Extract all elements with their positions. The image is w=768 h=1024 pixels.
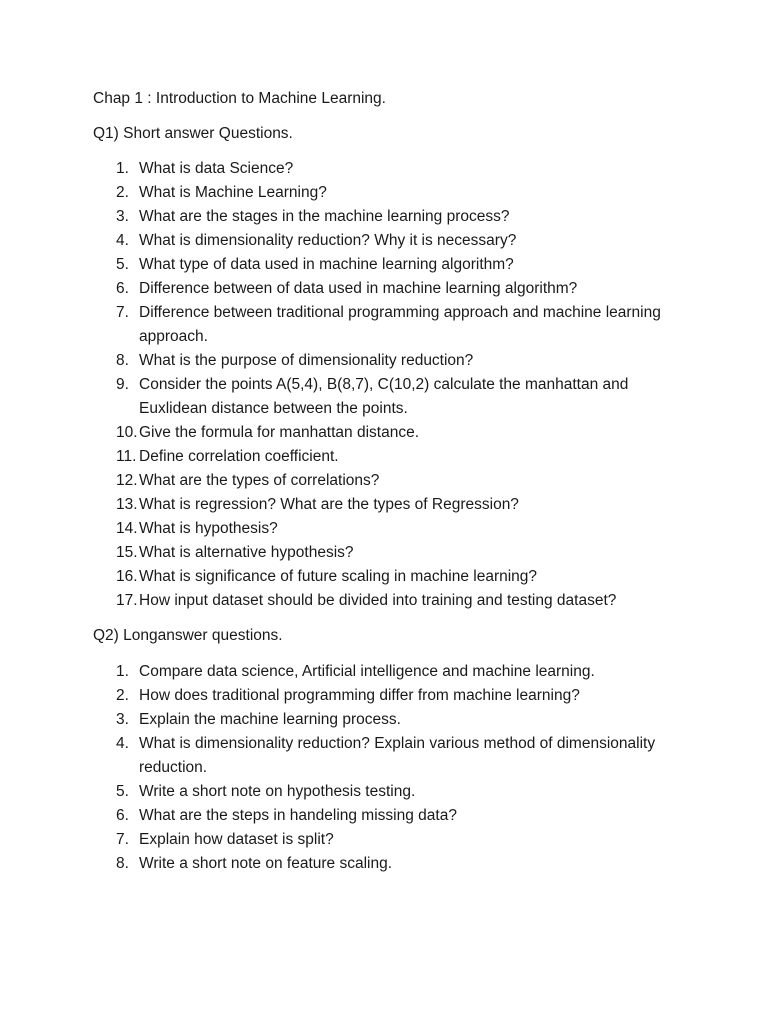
question-number: 13.	[116, 496, 138, 513]
question-text: Write a short note on feature scaling.	[139, 855, 393, 872]
question-number: 9.	[116, 376, 129, 393]
question-number: 3.	[116, 711, 129, 728]
question-text: Define correlation coefficient.	[139, 448, 339, 465]
question-text: Explain the machine learning process.	[139, 711, 401, 728]
question-item	[0, 660, 679, 684]
question-item	[0, 253, 679, 277]
question-number: 3.	[116, 208, 129, 225]
question-item	[0, 277, 679, 301]
question-number: 5.	[116, 256, 129, 273]
question-item	[0, 421, 679, 445]
question-item	[0, 373, 679, 421]
question-text: How does traditional programming differ from machine learning?	[139, 687, 580, 704]
short-answer-question-list	[0, 157, 768, 613]
long-answer-question-list	[0, 660, 768, 876]
question-text: Write a short note on hypothesis testing.	[139, 783, 416, 800]
question-item	[0, 780, 679, 804]
question-number: 15.	[116, 544, 138, 561]
question-text: Difference between of data used in machine learning algorithm?	[139, 280, 578, 297]
question-number: 2.	[116, 184, 129, 201]
question-item	[0, 804, 679, 828]
question-text: What is significance of future scaling in machine learning?	[139, 568, 538, 585]
question-text: What are the steps in handeling missing data?	[139, 807, 457, 824]
section-heading-long-answer: Q2) Longanswer questions.	[93, 627, 283, 644]
question-item	[0, 445, 679, 469]
question-item	[0, 469, 679, 493]
question-number: 7.	[116, 304, 129, 321]
question-item	[0, 517, 679, 541]
question-number: 4.	[116, 232, 129, 249]
question-text: How input dataset should be divided into training and testing dataset?	[139, 592, 617, 609]
question-item	[0, 493, 679, 517]
question-number: 6.	[116, 807, 129, 824]
section-heading-short-answer: Q1) Short answer Questions.	[93, 125, 293, 142]
question-text: Explain how dataset is split?	[139, 831, 334, 848]
question-item	[0, 157, 679, 181]
question-text: What are the stages in the machine learning process?	[139, 208, 510, 225]
question-item	[0, 732, 679, 780]
question-number: 12.	[116, 472, 138, 489]
question-text: What is data Science?	[139, 160, 294, 177]
chapter-title: Chap 1 : Introduction to Machine Learning.	[93, 90, 386, 107]
question-number: 8.	[116, 855, 129, 872]
question-item	[0, 852, 679, 876]
question-number: 4.	[116, 735, 129, 752]
question-number: 1.	[116, 663, 129, 680]
question-text: What are the types of correlations?	[139, 472, 380, 489]
question-number: 14.	[116, 520, 138, 537]
question-number: 2.	[116, 687, 129, 704]
question-number: 16.	[116, 568, 138, 585]
question-item	[0, 708, 679, 732]
question-item	[0, 181, 679, 205]
question-item	[0, 828, 679, 852]
question-text: What is dimensionality reduction? Why it is necessary?	[139, 232, 517, 249]
question-number: 6.	[116, 280, 129, 297]
question-number: 11.	[116, 448, 137, 465]
question-text: Compare data science, Artificial intelligence and machine learning.	[139, 663, 595, 680]
question-text: What is hypothesis?	[139, 520, 278, 537]
question-text: What is alternative hypothesis?	[139, 544, 354, 561]
question-number: 7.	[116, 831, 129, 848]
question-number: 8.	[116, 352, 129, 369]
question-text: Give the formula for manhattan distance.	[139, 424, 420, 441]
question-item	[0, 205, 679, 229]
question-text: What is Machine Learning?	[139, 184, 327, 201]
question-item	[0, 565, 679, 589]
question-text: What is regression? What are the types of Regression?	[139, 496, 519, 513]
question-item	[0, 541, 679, 565]
question-text: What type of data used in machine learning algorithm?	[139, 256, 514, 273]
question-text: Consider the points A(5,4), B(8,7), C(10,2) calculate the manhattan and Euxlidean distance between the points.	[139, 376, 629, 417]
question-text: What is dimensionality reduction? Explain various method of dimensionality reduction.	[139, 735, 656, 776]
question-item	[0, 684, 679, 708]
question-text: Difference between traditional programming approach and machine learning approach.	[139, 304, 661, 345]
question-text: What is the purpose of dimensionality reduction?	[139, 352, 474, 369]
question-item	[0, 349, 679, 373]
question-item	[0, 229, 679, 253]
question-number: 5.	[116, 783, 129, 800]
question-number: 10.	[116, 424, 138, 441]
question-item	[0, 589, 679, 613]
question-number: 17.	[116, 592, 138, 609]
question-number: 1.	[116, 160, 129, 177]
question-item	[0, 301, 679, 349]
